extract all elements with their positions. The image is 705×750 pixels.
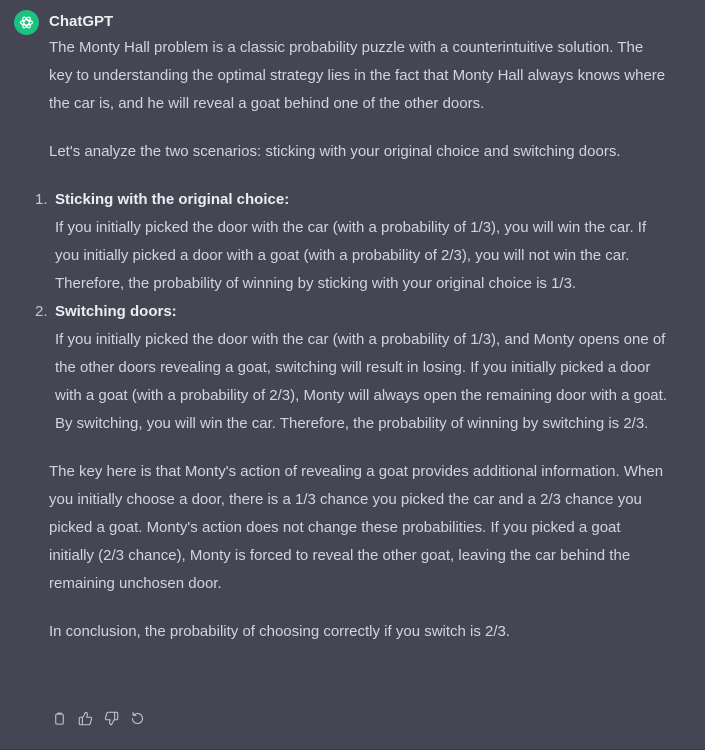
intro-paragraph: The Monty Hall problem is a classic probability puzzle with a counterintuitive solution. The key to understanding the optimal strategy lies in the fact that Monty Hall always knows where the car is, and he will reveal a goat behind one of the other doors. — [49, 39, 666, 112]
step-body: If you initially picked the door with the car (with a probability of 1/3), and Monty opens one of the other doors revealing a goat, switching will result in losing. If you initially picked a door with a goat (with a probability of 2/3), Monty will always open the remaining door with a goat. By switching, you will win the car. Therefore, the probability of winning by switching is 2/3. — [55, 331, 667, 432]
thumbs-down-icon — [104, 711, 119, 726]
list-number: 2. — [35, 303, 48, 320]
conclusion-paragraph: In conclusion, the probability of choosing correctly if you switch is 2/3. — [49, 623, 511, 640]
regenerate-button[interactable] — [128, 709, 146, 727]
step-title: Sticking with the original choice: — [55, 191, 290, 208]
thumbs-up-button[interactable] — [76, 709, 94, 727]
author-name: ChatGPT — [49, 13, 114, 30]
message-actions — [50, 708, 154, 728]
copy-icon — [52, 711, 67, 726]
thumbs-down-button[interactable] — [102, 709, 120, 727]
step-title: Switching doors: — [55, 303, 177, 320]
thumbs-up-icon — [78, 711, 93, 726]
step-body: If you initially picked the door with the car (with a probability of 1/3), you will win the car. If you initially picked a door with a goat (with a probability of 2/3), you will not win the car. Therefore, the probability of winning by sticking with your original choice is 1/3. — [55, 219, 647, 292]
copy-button[interactable] — [50, 709, 68, 727]
regenerate-icon — [130, 711, 145, 726]
openai-logo-icon — [18, 14, 35, 31]
assistant-avatar — [14, 10, 39, 35]
list-number: 1. — [35, 191, 48, 208]
key-point-paragraph: The key here is that Monty's action of revealing a goat provides additional information. When you initially choose a door, there is a 1/3 chance you picked the car and a 2/3 chance you picked a goat. Monty's action does not change these probabilities. If you picked a goat initially (2/3 chance), Monty is forced to reveal the other goat, leaving the car behind the remaining unchosen door. — [49, 463, 664, 592]
list-item — [35, 298, 667, 438]
list-item — [35, 186, 667, 298]
scenario-list — [35, 186, 667, 438]
message-content — [35, 34, 667, 646]
analyze-paragraph: Let's analyze the two scenarios: sticking with your original choice and switching doors. — [49, 143, 621, 160]
